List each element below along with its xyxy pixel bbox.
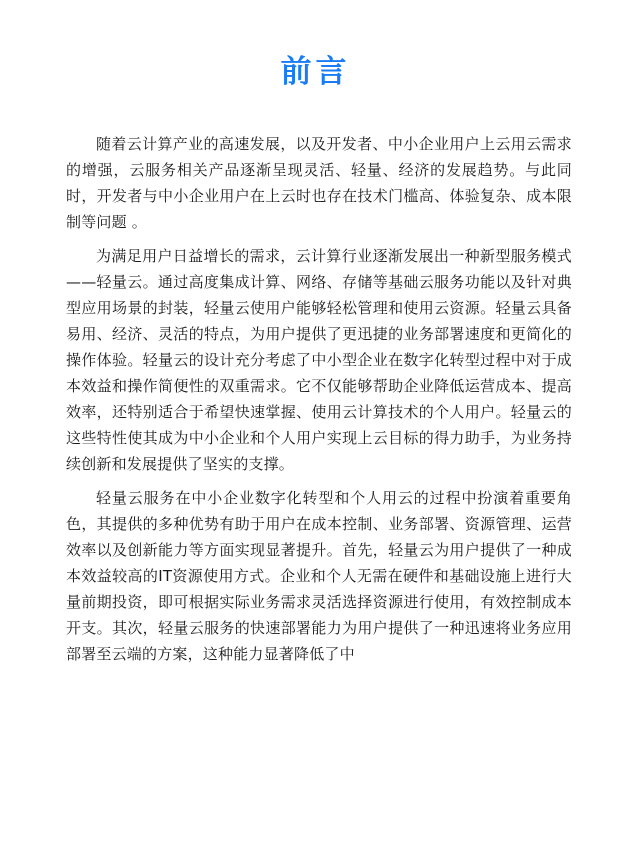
body-text (66, 131, 572, 675)
paragraph-1: 随着云计算产业的高速发展，以及开发者、中小企业用户上云用云需求的增强，云服务相关产品逐渐呈现灵活、轻量、经济的发展趋势。与此同时，开发者与中小企业用户在上云时也存在技术门槛高、体验复杂、成本限制等问题 。 (66, 135, 572, 231)
paragraph-3: 轻量云服务在中小企业数字化转型和个人用云的过程中扮演着重要角色，其提供的多种优势有助于用户在成本控制、业务部署、资源管理、运营效率以及创新能力等方面实现显著提升。首先，轻量云为用户提供了一种成本效益较高的IT资源使用方式。企业和个人无需在硬件和基础设施上进行大量前期投资，即可根据实际业务需求灵活选择资源进行使用，有效控制成本开支。其次，轻量云服务的快速部署能力为用户提供了一种迅速将业务应用部署至云端的方案，这种能力显著降低了中 (66, 489, 572, 663)
page-title: 前言 (280, 54, 351, 90)
paragraph-2: 为满足用户日益增长的需求，云计算行业逐渐发展出一种新型服务模式——轻量云。通过高度集成计算、网络、存储等基础云服务功能以及针对典型应用场景的封装，轻量云使用户能够轻松管理和使用云资源。轻量云具备易用、经济、灵活的特点，为用户提供了更迅捷的业务部署速度和更简化的操作体验。轻量云的设计充分考虑了中小型企业在数字化转型过程中对于成本效益和操作简便性的双重需求。它不仅能够帮助企业降低运营成本、提高效率，还特别适合于希望快速掌握、使用云计算技术的个人用户。轻量云的这些特性使其成为中小企业和个人用户实现上云目标的得力助手，为业务持续创新和发展提供了坚实的支撑。 (66, 247, 572, 473)
